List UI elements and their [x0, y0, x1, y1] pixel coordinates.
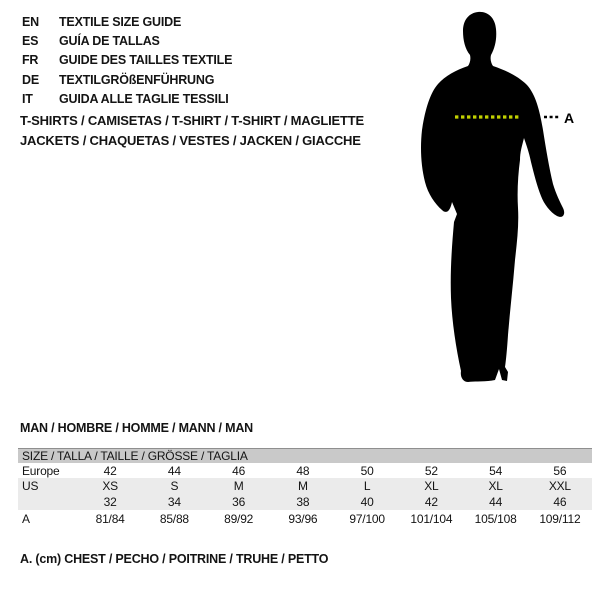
- language-title-block: [22, 13, 232, 109]
- table-cell: 42: [424, 495, 438, 509]
- lang-row-de: [22, 71, 232, 90]
- table-cell: 46: [553, 495, 567, 509]
- category-jackets: JACKETS / CHAQUETAS / VESTES / JACKEN / GIACCHE: [20, 133, 361, 148]
- man-silhouette-icon: [408, 0, 600, 400]
- row-label: Europe: [22, 463, 60, 478]
- table-row-us-numeric: [18, 494, 592, 510]
- category-block: [20, 111, 364, 151]
- table-cell: L: [363, 479, 371, 493]
- table-cell: 105/108: [474, 512, 517, 526]
- table-cell: 54: [489, 463, 503, 478]
- table-cell: M: [233, 479, 244, 493]
- lang-label: GUIDA ALLE TAGLIE TESSILI: [59, 91, 229, 106]
- size-table: [18, 448, 592, 528]
- section-title-man: MAN / HOMBRE / HOMME / MANN / MAN: [20, 421, 253, 435]
- row-label: A: [22, 512, 30, 526]
- table-cell: 52: [424, 463, 438, 478]
- lang-label: GUIDE DES TAILLES TEXTILE: [59, 53, 233, 68]
- lang-row-es: [22, 32, 232, 51]
- table-cell: 81/84: [95, 512, 125, 526]
- lang-code: DE: [22, 72, 39, 87]
- row-label: US: [22, 479, 39, 493]
- table-cell: 34: [167, 495, 181, 509]
- lang-label: TEXTILE SIZE GUIDE: [59, 15, 182, 29]
- table-cell: 32: [103, 495, 117, 509]
- table-cell: 44: [167, 463, 181, 478]
- lang-code: ES: [22, 34, 39, 49]
- lang-code: IT: [22, 91, 33, 106]
- table-row-europe: [18, 463, 592, 478]
- lang-code: EN: [22, 15, 39, 29]
- table-row-us: [18, 478, 592, 494]
- table-cell: M: [297, 479, 308, 493]
- table-cell: 48: [296, 463, 310, 478]
- category-tshirts: T-SHIRTS / CAMISETAS / T-SHIRT / T-SHIRT / MAGLIETTE: [20, 113, 364, 128]
- table-cell: XL: [488, 479, 503, 493]
- size-table-header: SIZE / TALLA / TAILLE / GRÖSSE / TAGLIA: [18, 448, 592, 463]
- lang-label: GUÍA DE TALLAS: [59, 34, 160, 49]
- table-cell: 97/100: [349, 512, 385, 526]
- table-cell: 101/104: [410, 512, 453, 526]
- table-cell: 44: [489, 495, 503, 509]
- table-cell: 109/112: [539, 512, 581, 526]
- table-cell: 89/92: [224, 512, 254, 526]
- table-cell: 42: [103, 463, 117, 478]
- table-cell: 50: [360, 463, 374, 478]
- lang-row-it: [22, 90, 232, 109]
- table-cell: 56: [553, 463, 567, 478]
- lang-row-fr: [22, 51, 232, 70]
- table-cell: 40: [360, 495, 374, 509]
- measure-label-a: A: [564, 110, 575, 126]
- table-cell: 38: [296, 495, 310, 509]
- table-cell: XS: [102, 479, 118, 493]
- man-silhouette-path: [421, 12, 564, 382]
- lang-code: FR: [22, 53, 39, 68]
- table-cell: 85/88: [159, 512, 189, 526]
- table-cell: XL: [424, 479, 439, 493]
- table-cell: S: [170, 479, 179, 493]
- man-silhouette-figure: [408, 0, 600, 400]
- lang-row-en: [22, 13, 232, 32]
- table-cell: XXL: [548, 479, 571, 493]
- lang-label: TEXTILGRÖßENFÜHRUNG: [59, 72, 215, 87]
- table-cell: 93/96: [288, 512, 318, 526]
- measurement-footnote: A. (cm) CHEST / PECHO / POITRINE / TRUHE / PETTO: [20, 552, 329, 566]
- table-row-chest-a: [18, 510, 592, 528]
- table-cell: 36: [232, 495, 246, 509]
- table-cell: 46: [232, 463, 246, 478]
